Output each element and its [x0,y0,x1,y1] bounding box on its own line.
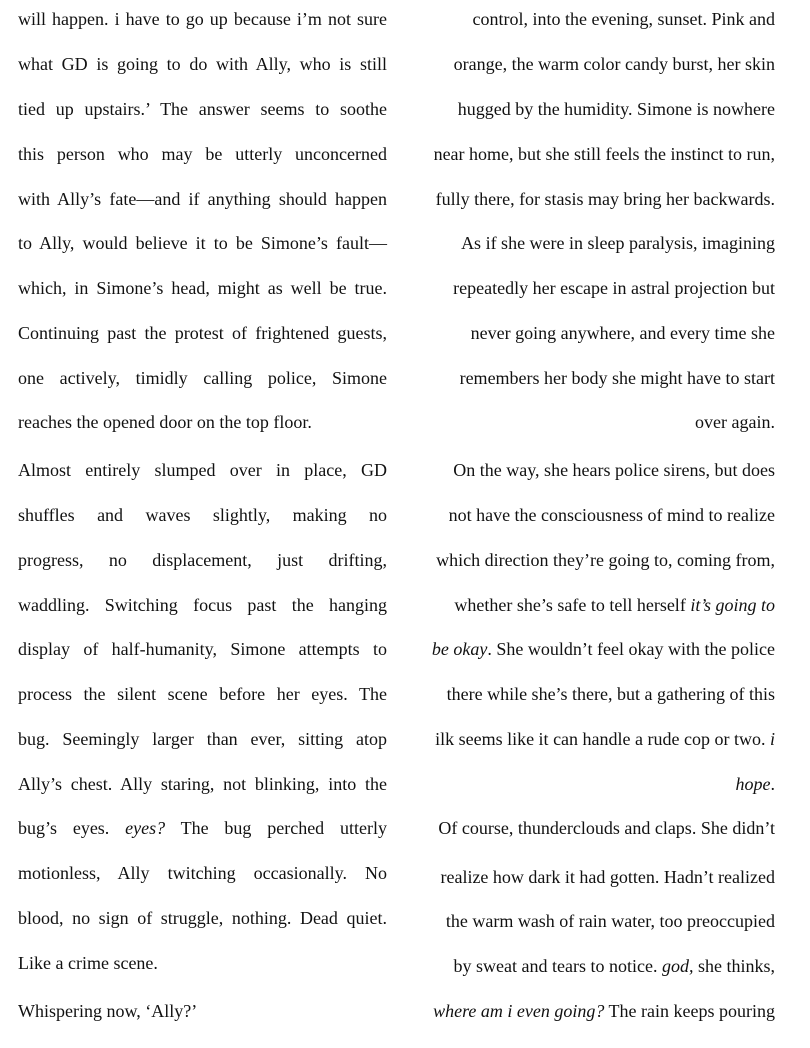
text-line [18,230,387,256]
text-segment: with Ally’s fate—and if anything should happen [18,189,387,209]
text-segment: progress, no displacement, just drifting, [18,550,387,570]
text-segment: which direction they’re going to, coming from, [436,550,775,570]
text-line [18,547,387,573]
text-segment: The bug perched utterly [165,818,387,838]
text-line [404,96,775,122]
text-segment: never going anywhere, and every time she [470,323,775,343]
text-segment: . [770,774,775,794]
text-segment: repeatedly her escape in astral projection but [453,278,775,298]
text-segment: near home, but she still feels the instinct to run, [433,144,775,164]
text-segment: Continuing past the protest of frightened guests, [18,323,387,343]
text-segment: remembers her body she might have to start [459,368,775,388]
text-line [404,365,775,391]
text-line [404,186,775,212]
text-line [18,141,387,167]
text-line [18,998,387,1024]
italic-text: i [769,729,775,749]
text-segment: Almost entirely slumped over in place, GD [18,460,387,480]
text-segment: Whispering now, ‘Ally?’ [18,1001,198,1021]
text-segment: which, in Simone’s head, might as well be true. [18,278,387,298]
text-line [18,905,387,931]
text-line [404,320,775,346]
text-segment: ilk seems like it can handle a rude cop or two. [435,729,770,749]
text-line [404,636,775,662]
text-line [18,681,387,707]
text-segment: The rain keeps pouring [604,1001,775,1021]
italic-text: it’s going to [690,595,775,615]
text-segment: Like a crime scene. [18,953,158,973]
text-segment: reaches the opened door on the top floor. [18,412,312,432]
text-segment: fully there, for stasis may bring her backwards. [435,189,775,209]
text-line [404,547,775,573]
text-line [404,457,775,483]
text-segment: hugged by the humidity. Simone is nowhere [457,99,775,119]
text-line [18,726,387,752]
text-line [404,815,775,841]
text-segment: the warm wash of rain water, too preoccupied [445,911,775,931]
text-segment: what GD is going to do with Ally, who is still [18,54,387,74]
text-segment: . She wouldn’t feel okay with the police [487,639,775,659]
text-segment: this person who may be utterly unconcerned [18,144,387,164]
text-segment: over again. [695,412,775,432]
text-segment: Ally’s chest. Ally staring, not blinking, into the [18,774,387,794]
text-segment: by sweat and tears to notice. [453,956,662,976]
italic-text: hope [735,774,771,794]
text-line [404,6,775,32]
text-segment: motionless, Ally twitching occasionally. No [18,863,387,883]
text-line [404,51,775,77]
text-segment: bug’s eyes. [18,818,126,838]
text-line [18,96,387,122]
text-line [18,6,387,32]
text-segment: display of half-humanity, Simone attempts to [18,639,387,659]
text-line [404,230,775,256]
text-line [18,186,387,212]
text-line [18,320,387,346]
italic-text: eyes? [125,818,166,838]
text-segment: waddling. Switching focus past the hanging [18,595,387,615]
text-segment: to Ally, would believe it to be Simone’s fault— [18,233,387,253]
text-segment: realize how dark it had gotten. Hadn’t realized [440,867,775,887]
text-line [18,950,387,976]
text-segment: shuffles and waves slightly, making no [18,505,387,525]
text-segment: tied up upstairs.’ The answer seems to soothe [18,99,387,119]
text-line [404,409,775,435]
text-line [18,51,387,77]
text-line [404,864,775,890]
text-line [404,502,775,528]
text-line [18,815,387,841]
text-line [404,998,775,1024]
text-line [404,275,775,301]
text-line [404,908,775,934]
text-segment: On the way, she hears police sirens, but does [453,460,775,480]
italic-text: god, [661,956,694,976]
text-line [18,502,387,528]
text-line [18,365,387,391]
text-segment: bug. Seemingly larger than ever, sitting atop [18,729,387,749]
text-segment: she thinks, [693,956,775,976]
text-segment: one actively, timidly calling police, Simone [18,368,387,388]
text-line [18,636,387,662]
text-line [404,726,775,752]
text-line [18,275,387,301]
text-line [18,457,387,483]
text-line [18,771,387,797]
text-line [18,860,387,886]
text-segment: process the silent scene before her eyes. The [18,684,387,704]
italic-text: where am i even going? [433,1001,605,1021]
text-segment: control, into the evening, sunset. Pink and [472,9,775,29]
italic-text: be okay [431,639,488,659]
text-segment: As if she were in sleep paralysis, imagining [461,233,775,253]
text-line [18,409,387,435]
text-line [404,681,775,707]
text-segment: Of course, thunderclouds and claps. She didn’t [438,818,775,838]
text-segment: not have the consciousness of mind to realize [448,505,775,525]
text-segment: blood, no sign of struggle, nothing. Dead quiet. [18,908,387,928]
text-line [18,592,387,618]
text-segment: will happen. i have to go up because i’m not sure [18,9,387,29]
text-segment: whether she’s safe to tell herself [454,595,691,615]
text-line [404,141,775,167]
text-line [404,592,775,618]
text-segment: there while she’s there, but a gathering of this [446,684,775,704]
text-line [404,771,775,797]
text-line [404,953,775,979]
text-segment: orange, the warm color candy burst, her skin [453,54,775,74]
